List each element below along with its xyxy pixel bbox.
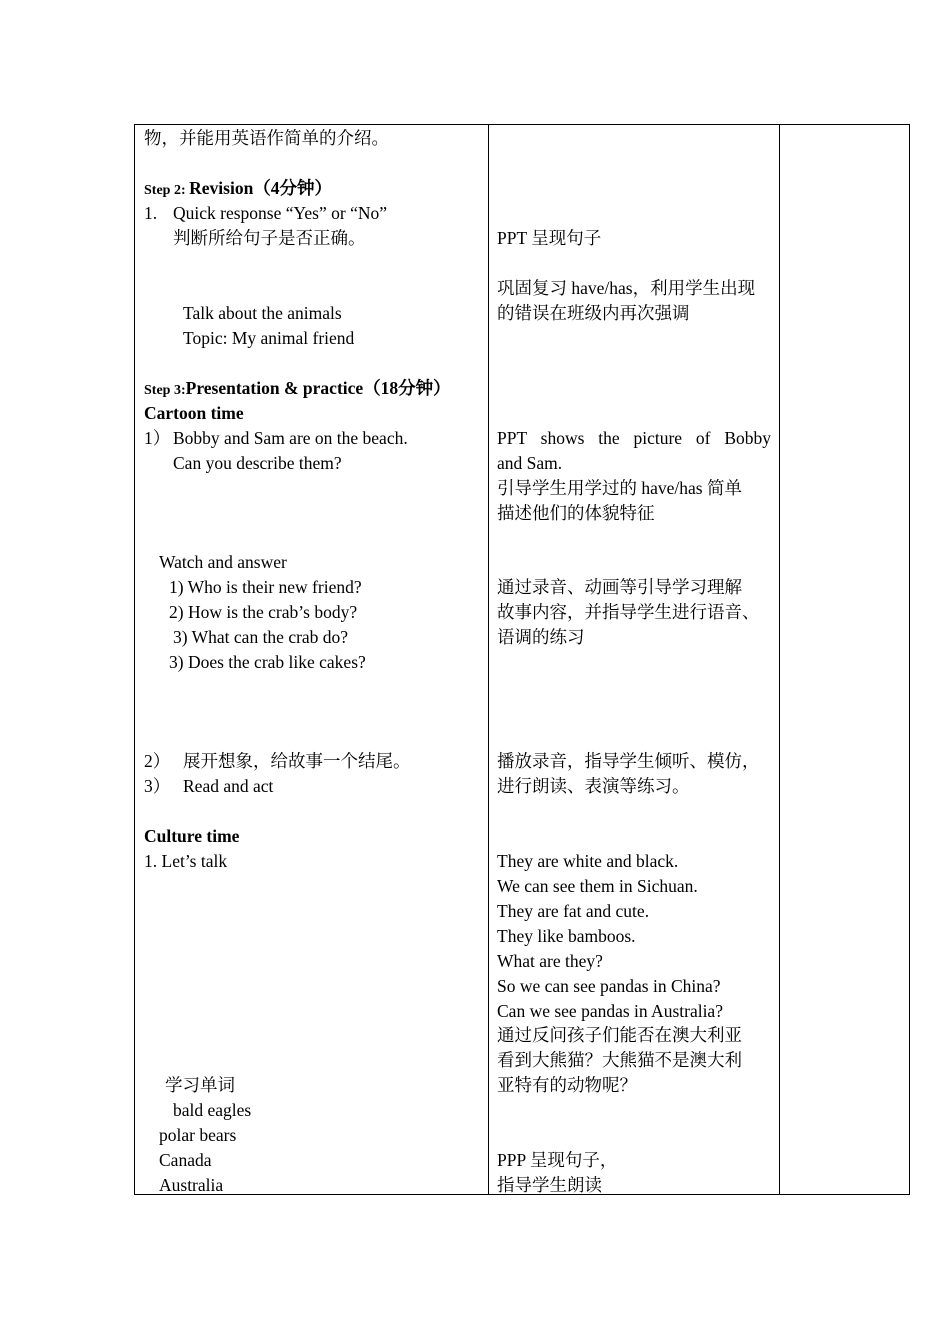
- step3-heading: [144, 376, 451, 403]
- talk-line-10: 亚特有的动物呢？: [497, 1075, 637, 1095]
- review-line-2: 的错误在班级内再次强调: [497, 303, 690, 323]
- recording-line-3: 语调的练习: [497, 627, 585, 647]
- play-recording-line-1: 播放录音，指导学生倾听、模仿，: [497, 751, 760, 771]
- talk-line-2: We can see them in Sichuan.: [497, 876, 698, 896]
- guide-line-1: 引导学生用学过的 have/has 简单: [497, 478, 742, 498]
- word-canada: Canada: [159, 1150, 212, 1170]
- intro-text: 物，并能用英语作简单的介绍。: [144, 128, 389, 148]
- recording-line-2: 故事内容，并指导学生进行语音、: [497, 602, 760, 622]
- word-bald-eagles: bald eagles: [173, 1100, 252, 1120]
- cartoon-time-heading: Cartoon time: [144, 403, 244, 423]
- ppp-line-2: 指导学生朗读: [497, 1175, 602, 1195]
- talk-line-9: 看到大熊猫？大熊猫不是澳大利: [497, 1050, 742, 1070]
- step2-talk: Talk about the animals: [183, 303, 342, 323]
- talk-line-8: 通过反问孩子们能否在澳大利亚: [497, 1025, 742, 1045]
- step2-topic: Topic: My animal friend: [183, 328, 355, 348]
- step3-title: Presentation & practice（18分钟）: [185, 378, 451, 398]
- cartoon-item2: 展开想象，给故事一个结尾。: [183, 751, 411, 771]
- lesson-plan-table: [134, 124, 910, 1195]
- step2-item1: Quick response “Yes” or “No”: [173, 203, 387, 223]
- step2-prefix: Step 2:: [144, 183, 190, 198]
- watch-and-answer: Watch and answer: [159, 552, 287, 572]
- question-2: 2) How is the crab’s body?: [169, 602, 358, 622]
- play-recording-line-2: 进行朗读、表演等练习。: [497, 776, 690, 796]
- cartoon-item3: Read and act: [183, 776, 274, 796]
- talk-line-4: They like bamboos.: [497, 926, 636, 946]
- ppt-shows-line-1: PPT shows the picture of Bobby: [497, 428, 771, 448]
- ppt-shows-line-2: and Sam.: [497, 453, 563, 473]
- talk-line-1: They are white and black.: [497, 851, 679, 871]
- step2-heading: [144, 176, 332, 203]
- question-3: 3) What can the crab do?: [173, 627, 349, 647]
- talk-line-7: Can we see pandas in Australia?: [497, 1001, 723, 1021]
- cartoon-item2-number: 2）: [144, 751, 171, 771]
- cartoon-item1-b: Can you describe them?: [173, 453, 342, 473]
- word-australia: Australia: [159, 1175, 224, 1195]
- culture-time-heading: Culture time: [144, 826, 240, 846]
- ppp-line-1: PPP 呈现句子，: [497, 1150, 618, 1170]
- cartoon-item3-number: 3）: [144, 776, 171, 796]
- words-title: 学习单词: [165, 1075, 235, 1095]
- cartoon-item1-number: 1）: [144, 428, 171, 448]
- ppt-present-sentences: PPT 呈现句子: [497, 228, 602, 248]
- step2-title: Revision（4分钟）: [189, 178, 333, 198]
- review-line-1: 巩固复习 have/has，利用学生出现: [497, 278, 756, 298]
- question-4: 3) Does the crab like cakes?: [169, 652, 366, 672]
- guide-line-2: 描述他们的体貌特征: [497, 503, 655, 523]
- step3-prefix: Step 3:: [144, 383, 186, 398]
- recording-line-1: 通过录音、动画等引导学习理解: [497, 577, 742, 597]
- step2-item1-number: 1.: [144, 203, 158, 223]
- step2-item1-cn: 判断所给句子是否正确。: [173, 228, 366, 248]
- question-1: 1) Who is their new friend?: [169, 577, 362, 597]
- notes-column: [780, 125, 910, 1194]
- cartoon-item1-a: Bobby and Sam are on the beach.: [173, 428, 408, 448]
- word-polar-bears: polar bears: [159, 1125, 237, 1145]
- talk-line-3: They are fat and cute.: [497, 901, 650, 921]
- lets-talk: 1. Let’s talk: [144, 851, 228, 871]
- talk-line-6: So we can see pandas in China?: [497, 976, 721, 996]
- column-divider-1: [488, 125, 489, 1194]
- talk-line-5: What are they?: [497, 951, 603, 971]
